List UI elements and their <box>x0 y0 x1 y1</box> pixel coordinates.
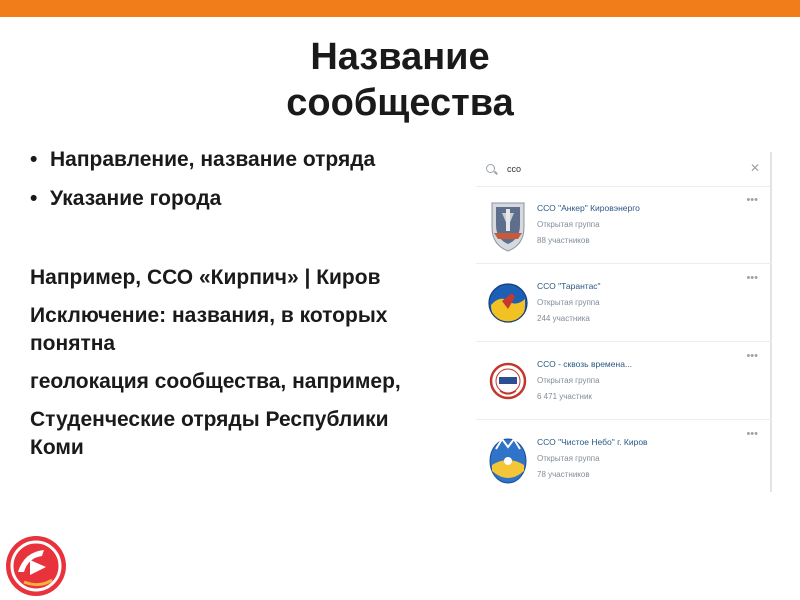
bullet-list <box>30 146 375 224</box>
chistoe-nebo-emblem-icon <box>488 431 528 487</box>
bullet-text: Направление, название отряда <box>50 148 376 171</box>
geolocation-paragraph: геолокация сообщества, например, <box>30 370 401 393</box>
tarantas-emblem-icon <box>488 275 528 331</box>
bullet-item <box>30 185 375 213</box>
more-options-icon[interactable]: ••• <box>746 350 758 362</box>
search-bar[interactable] <box>476 152 770 187</box>
close-icon[interactable]: ✕ <box>749 161 760 175</box>
ssso-emblem-icon <box>488 353 528 409</box>
title-line-2: сообщества <box>286 82 514 124</box>
slide-title <box>0 34 800 126</box>
group-members: 78 участников <box>537 470 590 479</box>
group-name[interactable]: ССО "Чистое Небо" г. Киров <box>537 437 648 447</box>
bullet-dot: • <box>30 148 38 171</box>
bullet-item <box>30 146 375 174</box>
group-type: Открытая группа <box>537 376 600 385</box>
title-line-1: Название <box>310 36 490 78</box>
group-type: Открытая группа <box>537 454 600 463</box>
search-icon <box>486 164 497 175</box>
group-name[interactable]: ССО - сквозь времена... <box>537 359 633 369</box>
search-input[interactable]: сco <box>507 164 522 174</box>
search-results-panel <box>476 152 772 492</box>
bullet-text: Указание города <box>50 187 222 210</box>
more-options-icon[interactable]: ••• <box>746 272 758 284</box>
more-options-icon[interactable]: ••• <box>746 194 758 206</box>
anker-emblem-icon <box>488 197 528 253</box>
group-type: Открытая группа <box>537 220 600 229</box>
group-members: 6 471 участник <box>537 392 592 401</box>
group-name[interactable]: ССО "Анкер" Кировэнерго <box>537 203 640 213</box>
example-paragraph: Например, ССО «Кирпич» | Киров <box>30 266 381 289</box>
top-accent-bar <box>0 0 800 17</box>
group-members: 88 участников <box>537 236 590 245</box>
more-options-icon[interactable]: ••• <box>746 428 758 440</box>
group-type: Открытая группа <box>537 298 600 307</box>
group-result-item[interactable] <box>476 186 772 264</box>
group-result-item[interactable] <box>476 264 772 342</box>
group-members: 244 участника <box>537 314 590 323</box>
bullet-dot: • <box>30 187 38 210</box>
exception-paragraph: Исключение: названия, в которых понятна <box>30 304 388 355</box>
body-text <box>30 264 430 472</box>
komi-paragraph: Студенческие отряды Республики Коми <box>30 408 389 459</box>
group-name[interactable]: ССО "Тарантас" <box>537 281 601 291</box>
group-result-item[interactable] <box>476 342 772 420</box>
organization-logo-icon <box>4 534 68 598</box>
group-result-item[interactable] <box>476 420 772 498</box>
